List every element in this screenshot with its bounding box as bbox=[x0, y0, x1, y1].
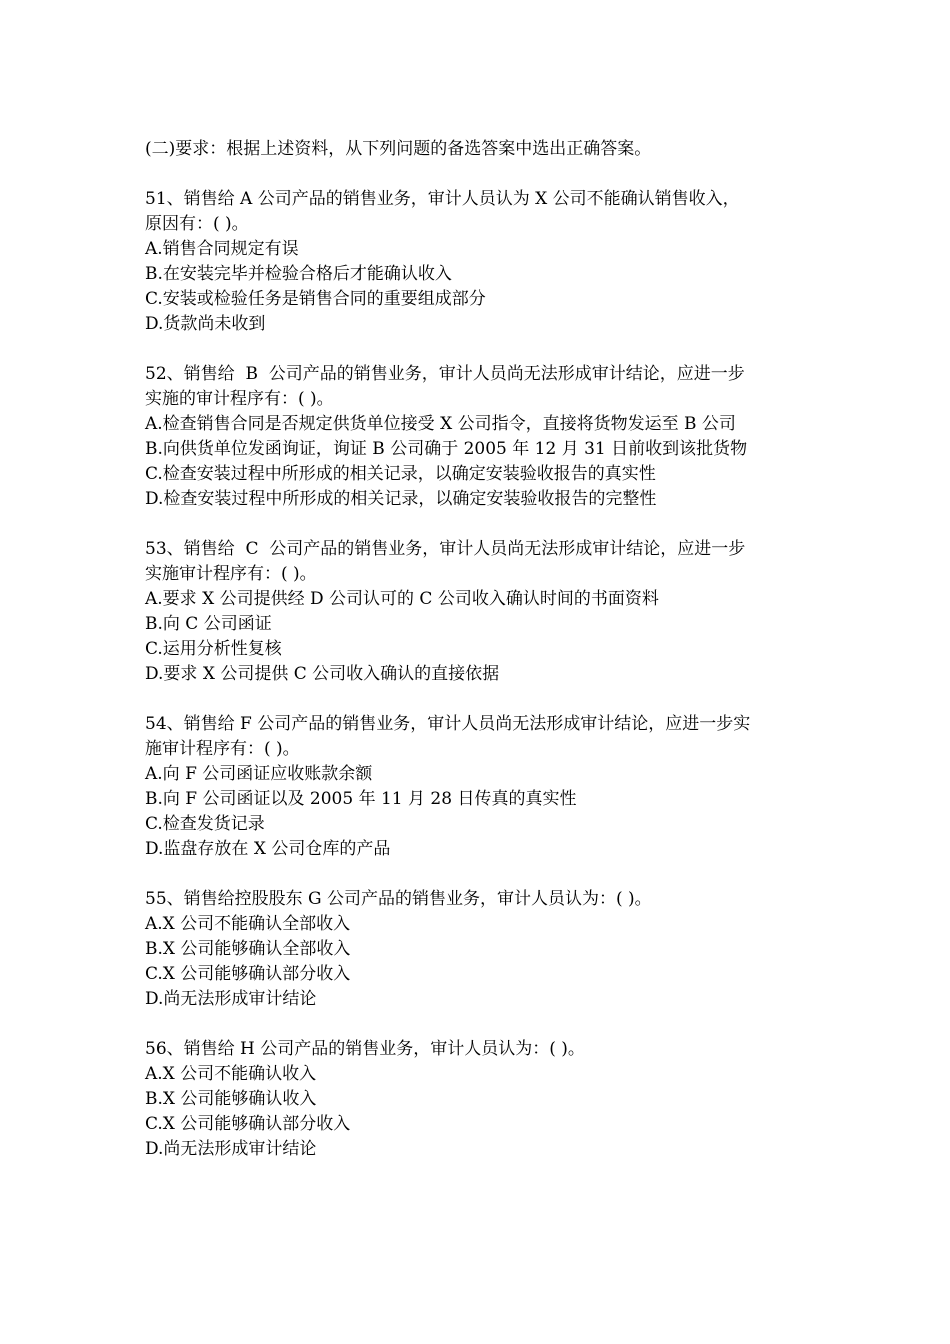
option-c: C.运用分析性复核 bbox=[145, 639, 282, 659]
option-b: B.在安装完毕并检验合格后才能确认收入 bbox=[145, 264, 452, 284]
question-51 bbox=[145, 187, 815, 337]
question-56 bbox=[145, 1037, 815, 1162]
option-b: B.向供货单位发函询证，询证 B 公司确于 2005 年 12 月 31 日前收到该批货物 bbox=[145, 439, 748, 459]
question-stem-line: 53、销售给 C 公司产品的销售业务，审计人员尚无法形成审计结论，应进一步 bbox=[145, 539, 746, 559]
question-stem-line: 原因有：( )。 bbox=[145, 214, 249, 234]
question-52 bbox=[145, 362, 815, 512]
question-stem-line: 54、销售给 F 公司产品的销售业务，审计人员尚无法形成审计结论，应进一步实 bbox=[145, 714, 751, 734]
question-stem-line: 实施审计程序有：( )。 bbox=[145, 564, 317, 584]
option-c: C.X 公司能够确认部分收入 bbox=[145, 964, 351, 984]
option-d: D.尚无法形成审计结论 bbox=[145, 1139, 317, 1159]
question-stem-line: 51、销售给 A 公司产品的销售业务，审计人员认为 X 公司不能确认销售收入， bbox=[145, 189, 740, 209]
option-b: B.向 C 公司函证 bbox=[145, 614, 272, 634]
intro-text: (二)要求：根据上述资料，从下列问题的备选答案中选出正确答案。 bbox=[145, 139, 652, 159]
option-c: C.检查安装过程中所形成的相关记录，以确定安装验收报告的真实性 bbox=[145, 464, 656, 484]
question-stem-line: 56、销售给 H 公司产品的销售业务，审计人员认为：( )。 bbox=[145, 1039, 585, 1059]
option-a: A.向 F 公司函证应收账款余额 bbox=[145, 764, 373, 784]
option-d: D.检查安装过程中所形成的相关记录，以确定安装验收报告的完整性 bbox=[145, 489, 657, 509]
option-a: A.要求 X 公司提供经 D 公司认可的 C 公司收入确认时间的书面资料 bbox=[145, 589, 659, 609]
option-c: C.安装或检验任务是销售合同的重要组成部分 bbox=[145, 289, 486, 309]
question-stem-line: 施审计程序有：( )。 bbox=[145, 739, 300, 759]
option-c: C.检查发货记录 bbox=[145, 814, 265, 834]
option-d: D.货款尚未收到 bbox=[145, 314, 266, 334]
option-c: C.X 公司能够确认部分收入 bbox=[145, 1114, 351, 1134]
option-a: A.X 公司不能确认全部收入 bbox=[145, 914, 351, 934]
question-54 bbox=[145, 712, 815, 862]
option-b: B.X 公司能够确认全部收入 bbox=[145, 939, 351, 959]
option-d: D.要求 X 公司提供 C 公司收入确认的直接依据 bbox=[145, 664, 500, 684]
option-b: B.X 公司能够确认收入 bbox=[145, 1089, 317, 1109]
option-d: D.监盘存放在 X 公司仓库的产品 bbox=[145, 839, 391, 859]
question-55 bbox=[145, 887, 815, 1012]
option-a: A.检查销售合同是否规定供货单位接受 X 公司指令，直接将货物发运至 B 公司 bbox=[145, 414, 736, 434]
option-b: B.向 F 公司函证以及 2005 年 11 月 28 日传真的真实性 bbox=[145, 789, 577, 809]
option-d: D.尚无法形成审计结论 bbox=[145, 989, 317, 1009]
option-a: A.X 公司不能确认收入 bbox=[145, 1064, 317, 1084]
option-a: A.销售合同规定有误 bbox=[145, 239, 299, 259]
document-body bbox=[145, 137, 815, 1162]
question-stem-line: 实施的审计程序有：( )。 bbox=[145, 389, 334, 409]
question-stem-line: 55、销售给控股股东 G 公司产品的销售业务，审计人员认为：( )。 bbox=[145, 889, 652, 909]
question-stem-line: 52、销售给 B 公司产品的销售业务，审计人员尚无法形成审计结论，应进一步 bbox=[145, 364, 745, 384]
question-53 bbox=[145, 537, 815, 687]
